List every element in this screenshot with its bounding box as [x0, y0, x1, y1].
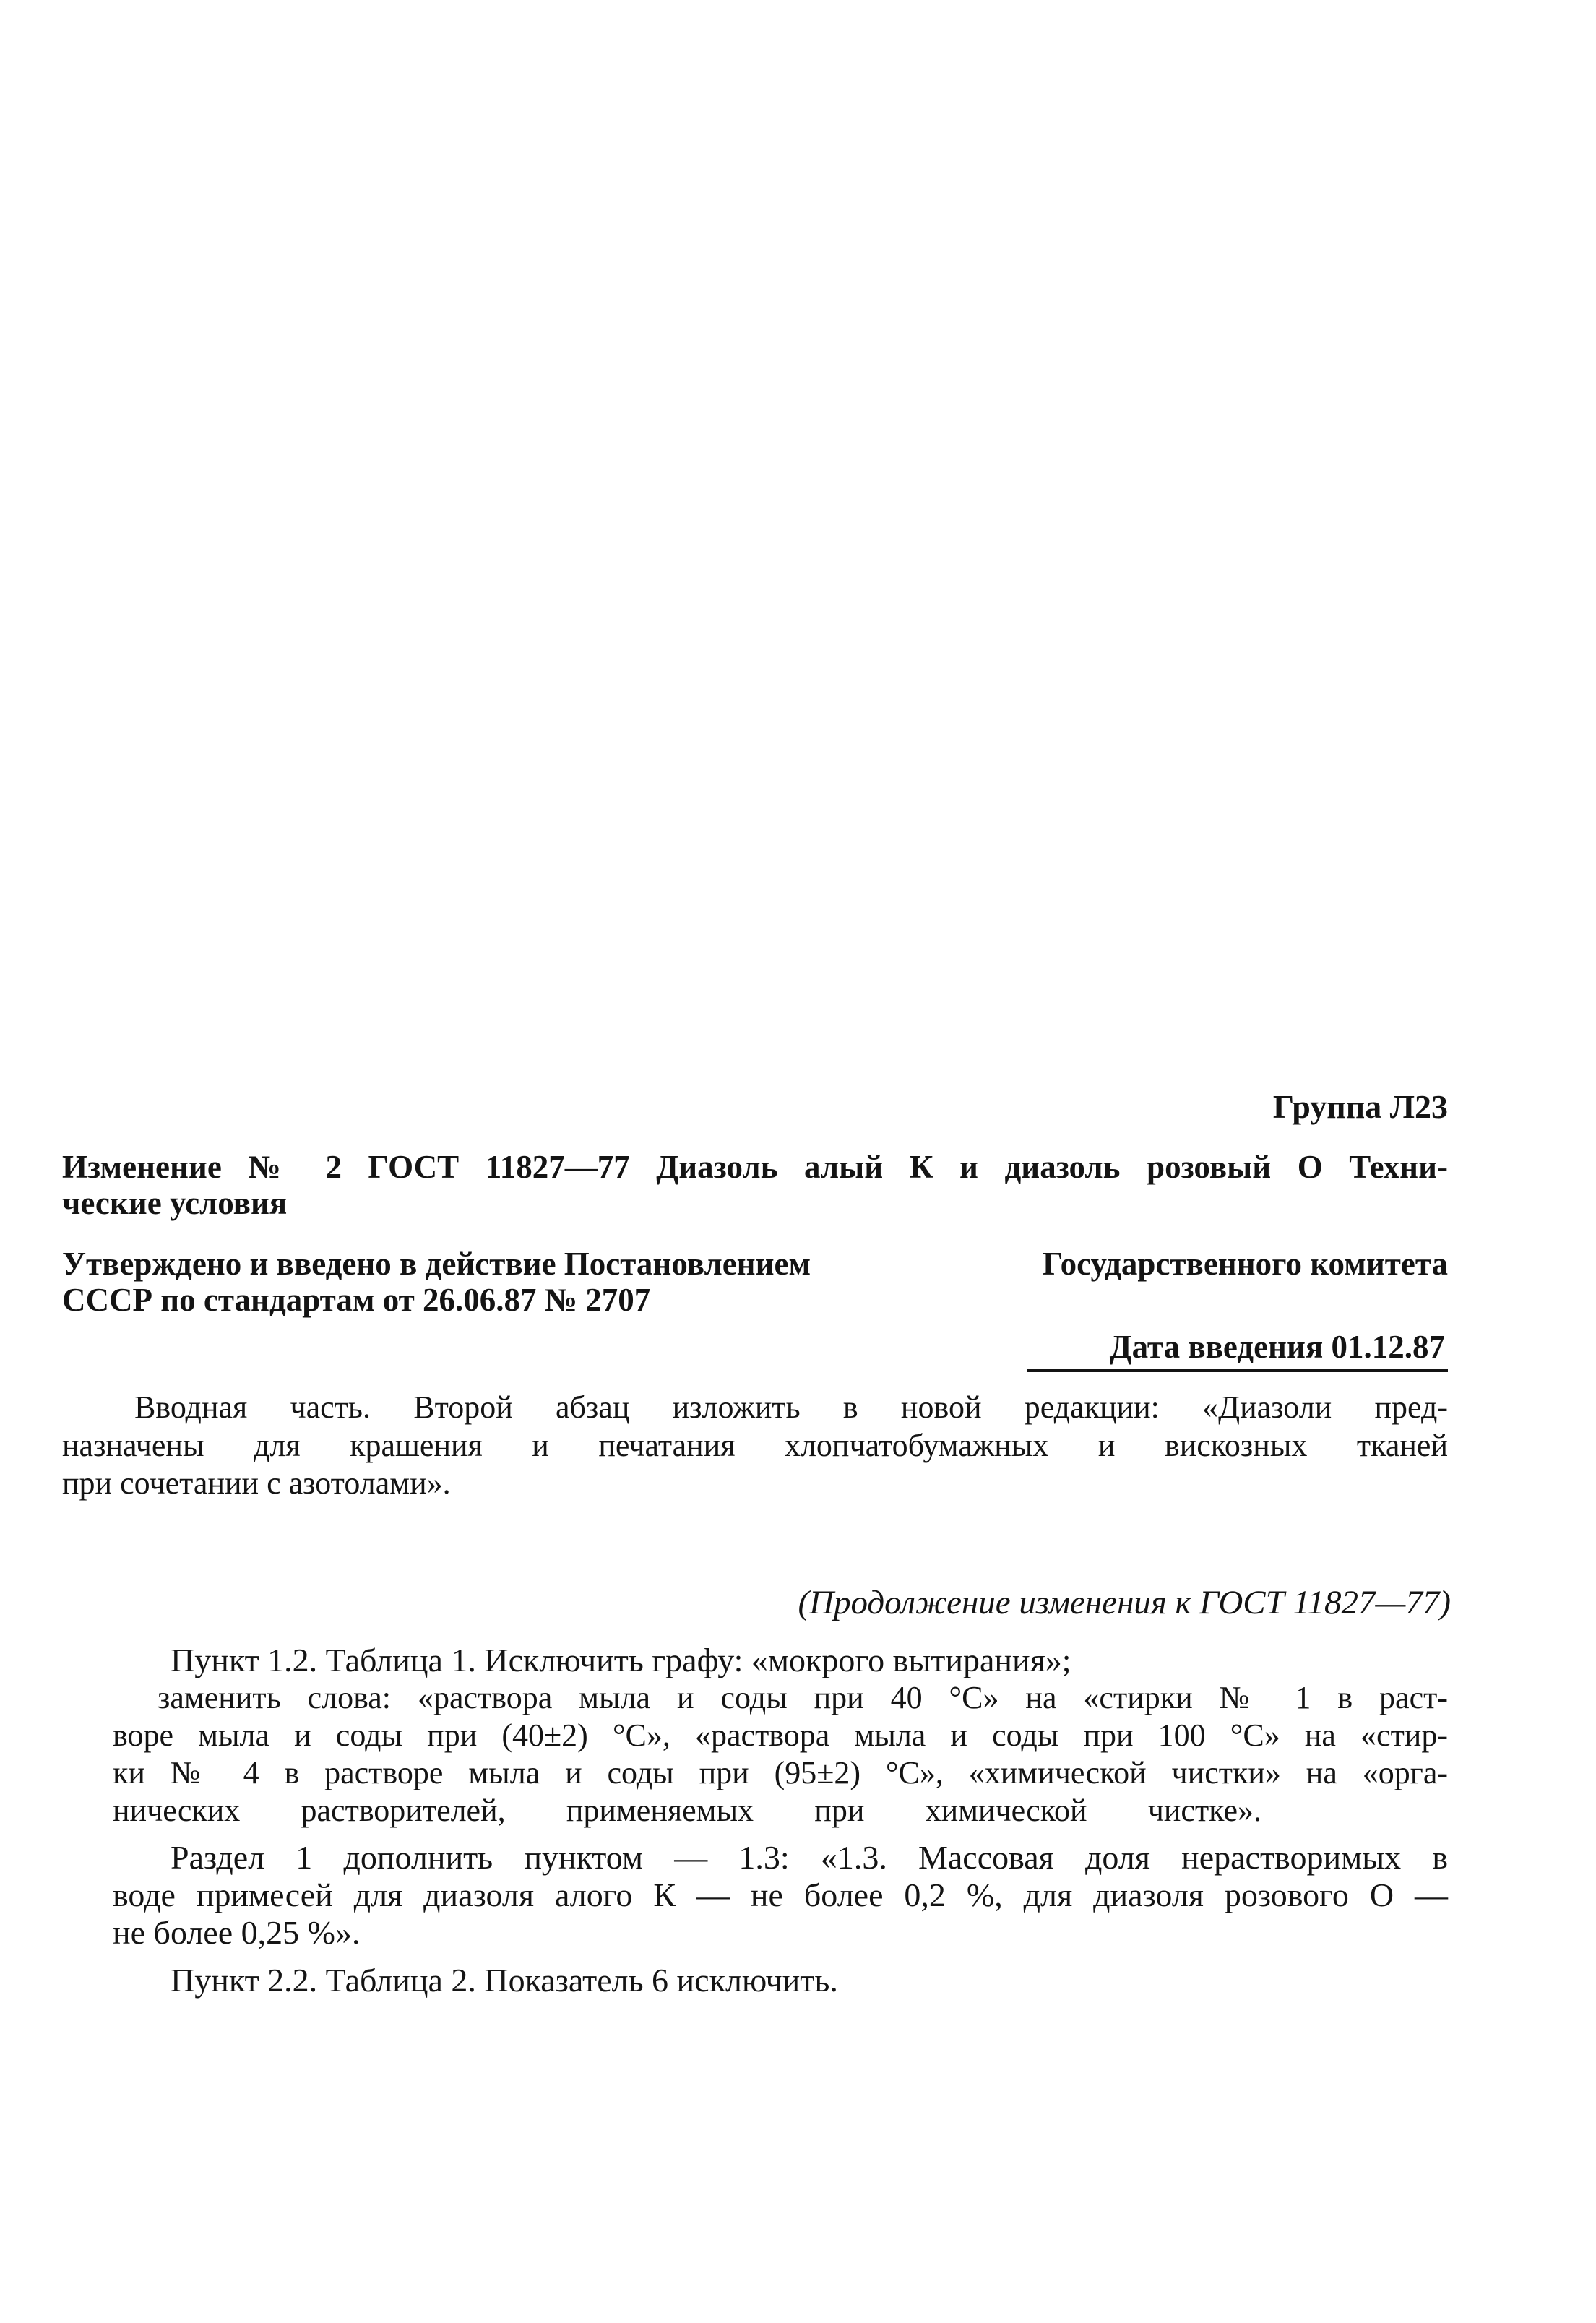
intro-line-1: Вводная часть. Второй абзац изложить в новой редакции: «Диазоли пред-	[134, 1389, 1448, 1425]
paragraph-1-line-2: заменить слова: «раствора мыла и соды при 40 °С» на «стирки № 1 в раст-	[158, 1680, 1448, 1715]
paragraph-1-line-5: нических растворителей, применяемых при химической чистке».	[113, 1793, 1261, 1828]
paragraph-1-line-1: Пункт 1.2. Таблица 1. Исключить графу: «мокрого вытирания»;	[171, 1642, 1071, 1678]
paragraph-2-line-3: не более 0,25 %».	[113, 1914, 361, 1951]
change-title-line-2: ческие условия	[62, 1185, 288, 1221]
continuation-heading: (Продолжение изменения к ГОСТ 11827—77)	[798, 1584, 1451, 1621]
approval-line-1-right: Государственного комитета	[1042, 1246, 1448, 1282]
group-label: Группа Л23	[1272, 1088, 1448, 1125]
approval-line-1-left: Утверждено и введено в действие Постановлением	[62, 1246, 811, 1282]
change-title-line-1: Изменение № 2 ГОСТ 11827—77 Диазоль алый К и диазоль розовый О Техни-	[62, 1149, 1448, 1185]
effective-date: Дата введения 01.12.87	[1109, 1329, 1445, 1365]
approval-line-2: СССР по стандартам от 26.06.87 № 2707	[62, 1282, 651, 1318]
intro-line-3: при сочетании с азотолами».	[62, 1465, 451, 1501]
effective-date-underline	[1027, 1369, 1448, 1372]
intro-line-2: назначены для крашения и печатания хлопчатобумажных и вискозных тканей	[62, 1428, 1448, 1463]
paragraph-2-line-2: воде примесей для диазоля алого К — не более 0,2 %, для диазоля розового О —	[113, 1876, 1448, 1913]
paragraph-2-line-1: Раздел 1 дополнить пунктом — 1.3: «1.3. Массовая доля нерастворимых в	[171, 1839, 1448, 1876]
paragraph-1-line-4: ки № 4 в растворе мыла и соды при (95±2) °С», «химической чистки» на «орга-	[113, 1755, 1448, 1790]
paragraph-3-line-1: Пункт 2.2. Таблица 2. Показатель 6 исключить.	[171, 1962, 838, 1999]
paragraph-1-line-3: воре мыла и соды при (40±2) °С», «раствора мыла и соды при 100 °С» на «стир-	[113, 1718, 1448, 1753]
